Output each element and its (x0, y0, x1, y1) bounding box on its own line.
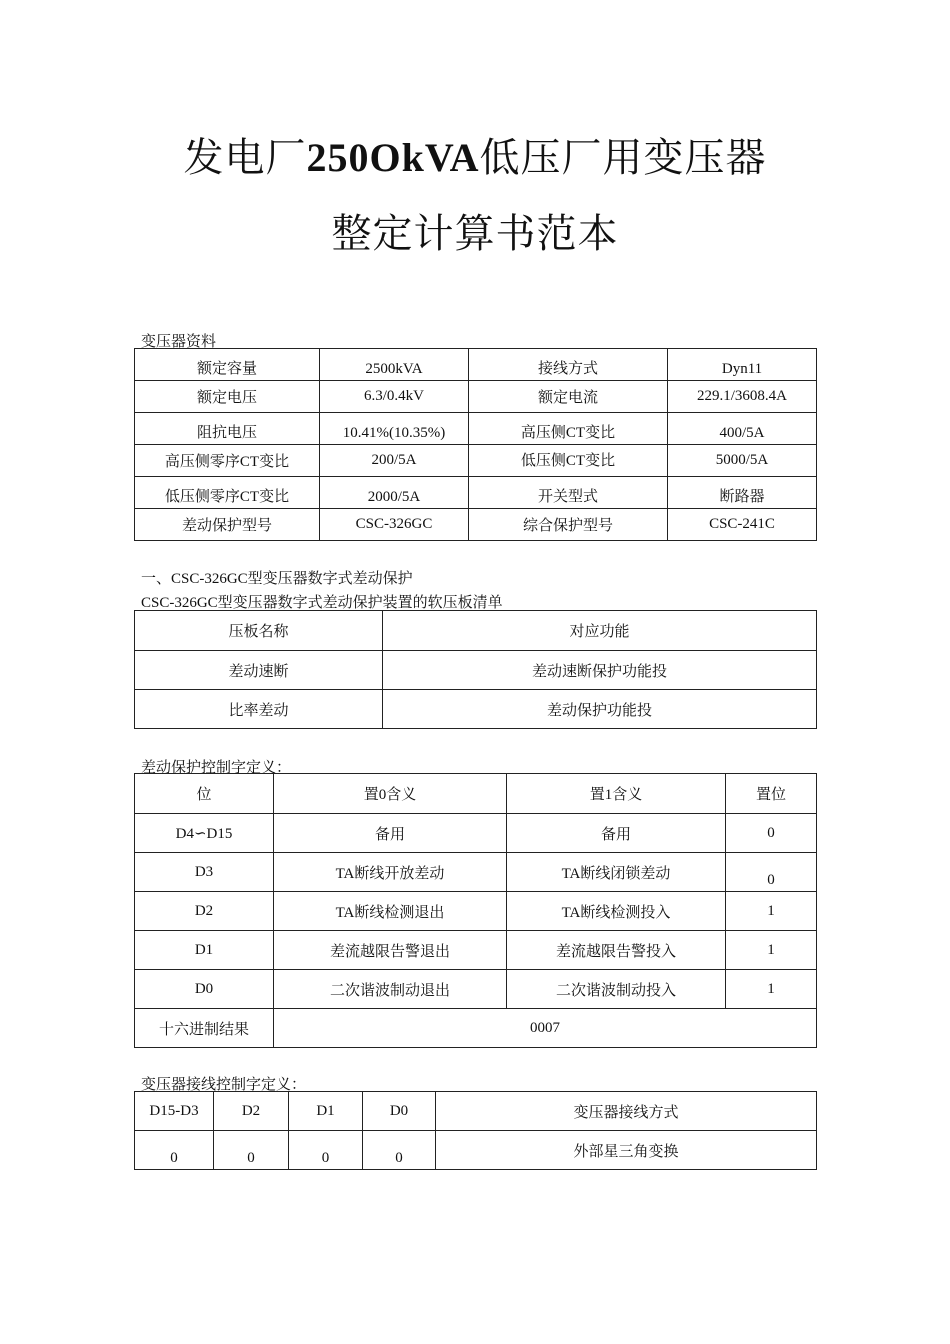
table-header-cell: D1 (289, 1092, 363, 1131)
table-cell: TA断线检测退出 (274, 892, 507, 931)
table-header-cell: D15-D3 (135, 1092, 214, 1131)
table-row (135, 970, 817, 1009)
table-cell: 高压侧CT变比 (469, 413, 668, 445)
table-cell: 比率差动 (135, 690, 383, 729)
table-cell: D2 (135, 892, 274, 931)
table-cell: 备用 (507, 814, 726, 853)
table-cell: 阻抗电压 (135, 413, 320, 445)
table-cell: 0 (289, 1131, 363, 1170)
table-cell: 综合保护型号 (469, 509, 668, 541)
document-title-line2: 整定计算书范本 (331, 211, 619, 256)
table-row (135, 931, 817, 970)
wiring-control-table (134, 1091, 817, 1170)
table-cell: 6.3/0.4kV (320, 381, 469, 413)
section1-heading: 一、CSC-326GC型变压器数字式差动保护 (141, 571, 413, 587)
table-header-cell: 置1含义 (507, 774, 726, 814)
table-row (135, 651, 817, 690)
diff-control-table (134, 773, 817, 1048)
table-row (135, 1009, 817, 1048)
table-header-cell: 置位 (726, 774, 817, 814)
table-row (135, 413, 817, 445)
table-cell: 断路器 (668, 477, 817, 509)
table-cell: 200/5A (320, 445, 469, 477)
table-cell: 400/5A (668, 413, 817, 445)
table-cell: 额定电压 (135, 381, 320, 413)
table-row (135, 814, 817, 853)
table-cell: 2000/5A (320, 477, 469, 509)
table-cell: 10.41%(10.35%) (320, 413, 469, 445)
table-header-cell: 压板名称 (135, 611, 383, 651)
table-cell: 1 (726, 970, 817, 1009)
table-cell: 差动速断保护功能投 (383, 651, 817, 690)
table-cell: 低压侧CT变比 (469, 445, 668, 477)
table-cell: 0 (726, 814, 817, 853)
table-row (135, 892, 817, 931)
table-cell: TA断线闭锁差动 (507, 853, 726, 892)
title-part-c: 低压厂用变压器 (479, 135, 767, 180)
title-part-a: 发电厂 (183, 135, 307, 180)
table-cell: 5000/5A (668, 445, 817, 477)
table-cell: 1 (726, 892, 817, 931)
table-cell: 0 (363, 1131, 436, 1170)
table-cell: TA断线检测投入 (507, 892, 726, 931)
table-cell: D4∽D15 (135, 814, 274, 853)
table-cell: 差流越限告警投入 (507, 931, 726, 970)
soft-platen-table (134, 610, 817, 729)
table-cell: D1 (135, 931, 274, 970)
table-cell: 二次谐波制动退出 (274, 970, 507, 1009)
table-cell: 二次谐波制动投入 (507, 970, 726, 1009)
table-row (135, 445, 817, 477)
wiring-control-caption: 变压器接线控制字定义： (141, 1077, 307, 1093)
table-row (135, 349, 817, 381)
table-cell: TA断线开放差动 (274, 853, 507, 892)
table-cell: 额定容量 (135, 349, 320, 381)
table-cell: 开关型式 (469, 477, 668, 509)
hex-result-value: 0007 (274, 1009, 817, 1048)
table-cell: 差动保护型号 (135, 509, 320, 541)
table-cell: CSC-241C (668, 509, 817, 541)
table-row (135, 1131, 817, 1170)
table-cell: 0 (135, 1131, 214, 1170)
table-cell: D0 (135, 970, 274, 1009)
table-cell: 备用 (274, 814, 507, 853)
table-cell: 1 (726, 931, 817, 970)
table-cell: 外部星三角变换 (436, 1131, 817, 1170)
table-row (135, 477, 817, 509)
table-header-row (135, 774, 817, 814)
table-cell: 差动保护功能投 (383, 690, 817, 729)
transformer-info-caption: 变压器资料 (141, 334, 217, 350)
table-cell: D3 (135, 853, 274, 892)
table-cell: 0 (726, 853, 817, 892)
table-row (135, 509, 817, 541)
table-header-cell: D2 (214, 1092, 289, 1131)
table-cell: 差流越限告警退出 (274, 931, 507, 970)
table-row (135, 690, 817, 729)
table-row (135, 853, 817, 892)
table-cell: 低压侧零序CT变比 (135, 477, 320, 509)
table-header-row (135, 1092, 817, 1131)
table-cell: 额定电流 (469, 381, 668, 413)
table-cell: 0 (214, 1131, 289, 1170)
table-row (135, 381, 817, 413)
table-header-cell: 位 (135, 774, 274, 814)
table-cell: 接线方式 (469, 349, 668, 381)
hex-result-label: 十六进制结果 (135, 1009, 274, 1048)
table-header-cell: 对应功能 (383, 611, 817, 651)
table-header-row (135, 611, 817, 651)
table-cell: 2500kVA (320, 349, 469, 381)
title-part-b: 250OkVA (306, 135, 480, 180)
table-cell: 差动速断 (135, 651, 383, 690)
table-cell: 高压侧零序CT变比 (135, 445, 320, 477)
table-header-cell: 变压器接线方式 (436, 1092, 817, 1131)
transformer-info-table (134, 348, 817, 541)
table-cell: CSC-326GC (320, 509, 469, 541)
table-cell: Dyn11 (668, 349, 817, 381)
table-header-cell: D0 (363, 1092, 436, 1131)
document-title-line1 (0, 126, 950, 183)
table-cell: 229.1/3608.4A (668, 381, 817, 413)
diff-control-caption: 差动保护控制字定义： (141, 760, 292, 776)
section1-subheading: CSC-326GC型变压器数字式差动保护装置的软压板清单 (141, 595, 503, 611)
table-header-cell: 置0含义 (274, 774, 507, 814)
